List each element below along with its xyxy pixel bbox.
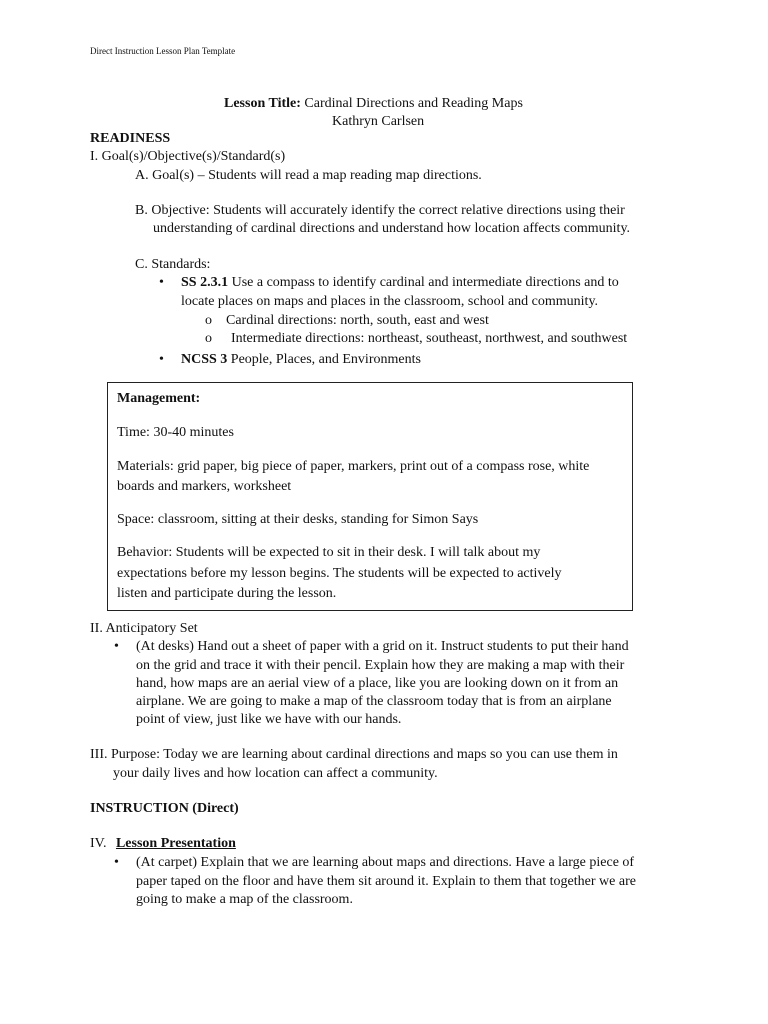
bullet-icon: • <box>114 639 119 654</box>
standard-ss-text: Use a compass to identify cardinal and intermediate directions and to <box>228 275 619 290</box>
management-space: Space: classroom, sitting at their desks, standing for Simon Says <box>117 512 479 527</box>
standards-label: C. Standards: <box>135 257 211 272</box>
lesson-presentation-heading <box>90 835 236 853</box>
anticipatory-line-2: on the grid and trace it with their pencil. Explain how they are making a map with their <box>136 658 625 673</box>
anticipatory-line-1: (At desks) Hand out a sheet of paper with a grid on it. Instruct students to put their hand <box>136 639 629 654</box>
management-heading <box>117 390 200 408</box>
management-materials-line-2: boards and markers, worksheet <box>117 479 292 494</box>
lesson-title-label: Lesson Title: <box>224 96 301 111</box>
bullet-icon: • <box>159 275 164 290</box>
goals-section-heading: I. Goal(s)/Objective(s)/Standard(s) <box>90 149 286 164</box>
standard-ncss <box>181 351 421 369</box>
intermediate-directions-item: Intermediate directions: northeast, southeast, northwest, and southwest <box>231 331 628 346</box>
bullet-icon: • <box>114 855 119 870</box>
lesson-title-line <box>224 95 523 113</box>
management-behavior-line-1: Behavior: Students will be expected to sit in their desk. I will talk about my <box>117 545 541 560</box>
management-behavior-line-3: listen and participate during the lesson. <box>117 586 337 601</box>
readiness-heading <box>90 130 170 148</box>
standard-ss-line-1 <box>181 274 619 292</box>
purpose-line-1: III. Purpose: Today we are learning about cardinal directions and maps so you can use them in <box>90 747 618 762</box>
instruction-heading-text: INSTRUCTION (Direct) <box>90 801 239 816</box>
anticipatory-heading: II. Anticipatory Set <box>90 621 198 636</box>
lesson-title: Cardinal Directions and Reading Maps <box>304 96 523 111</box>
objective-line-2: understanding of cardinal directions and understand how location affects community. <box>153 221 631 236</box>
anticipatory-line-4: airplane. We are going to make a map of the classroom today that is from an airplane <box>136 694 612 709</box>
standard-ncss-text: People, Places, and Environments <box>227 352 421 367</box>
purpose-line-2: your daily lives and how location can affect a community. <box>113 766 438 781</box>
objective-line-1: B. Objective: Students will accurately identify the correct relative directions using their <box>135 203 625 218</box>
lesson-presentation-title: Lesson Presentation <box>115 836 236 851</box>
anticipatory-line-3: hand, how maps are an aerial view of a place, like you are looking down on it from an <box>136 676 619 691</box>
standard-ss-code: SS 2.3.1 <box>181 275 229 290</box>
presentation-line-2: paper taped on the floor and have them sit around it. Explain to them that together we are <box>136 874 636 889</box>
section-number: IV. <box>90 836 107 851</box>
bullet-icon: • <box>159 352 164 367</box>
management-materials-line-1: Materials: grid paper, big piece of paper, markers, print out of a compass rose, white <box>117 459 590 474</box>
management-behavior-line-2: expectations before my lesson begins. The students will be expected to actively <box>117 566 562 581</box>
running-header: Direct Instruction Lesson Plan Template <box>90 46 236 56</box>
presentation-line-1: (At carpet) Explain that we are learning about maps and directions. Have a large piece of <box>136 855 635 870</box>
author-name: Kathryn Carlsen <box>332 114 425 129</box>
instruction-heading <box>90 800 239 818</box>
presentation-line-3: going to make a map of the classroom. <box>136 892 353 907</box>
goal-text: A. Goal(s) – Students will read a map reading map directions. <box>135 168 482 183</box>
cardinal-directions-item: Cardinal directions: north, south, east and west <box>226 313 489 328</box>
sub-bullet-marker: o <box>205 313 212 328</box>
anticipatory-line-5: point of view, just like we have with our hands. <box>136 712 402 727</box>
management-time: Time: 30-40 minutes <box>117 425 234 440</box>
readiness-heading-text: READINESS <box>90 131 171 146</box>
management-heading-text: Management: <box>117 391 201 406</box>
sub-bullet-marker: o <box>205 331 212 346</box>
standard-ss-line-2: locate places on maps and places in the classroom, school and community. <box>181 294 599 309</box>
standard-ncss-code: NCSS 3 <box>181 352 228 367</box>
